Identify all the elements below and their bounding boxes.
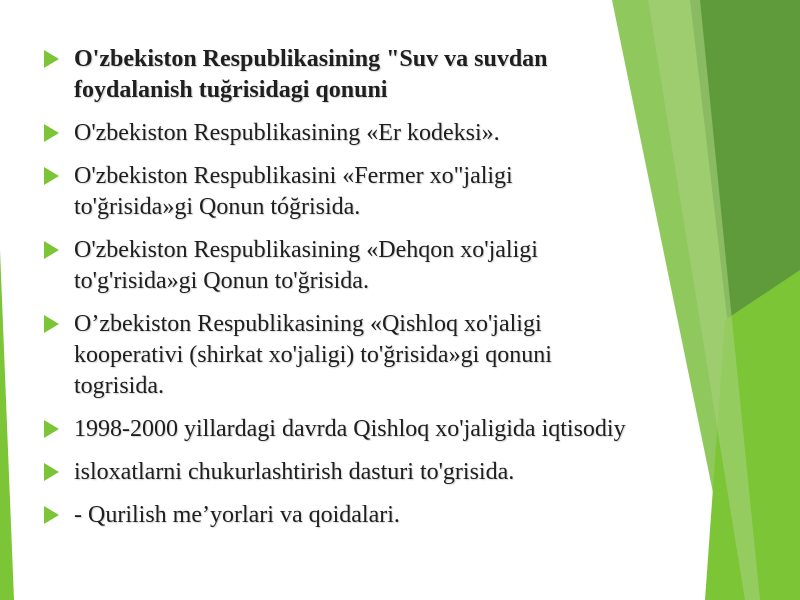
triangle-bullet-icon	[44, 420, 59, 438]
list-item-text: O'zbekiston Respublikasining «Dehqon xo'jaligi to'g'risida»gi Qonun to'ğrisida.	[74, 237, 538, 294]
list-item	[44, 118, 694, 149]
triangle-bullet-icon	[44, 50, 59, 68]
list-item-text: 1998-2000 yillardagi davrda Qishloq xo'jaligida iqtisodiy	[74, 416, 626, 442]
left-green-stripe	[0, 250, 14, 600]
list-item	[44, 500, 694, 531]
list-item-text: O’zbekiston Respublikasining «Qishloq xo'jaligi kooperativi (shirkat xo'jaligi) to'ğrisida»gi qonuni togrisida.	[74, 311, 552, 399]
bullet-list	[44, 44, 694, 543]
list-item-text: - Qurilish me’yorlari va qoidalari.	[74, 502, 400, 528]
list-item-text: O'zbekiston Respublikasining «Er kodeksi».	[74, 120, 500, 146]
triangle-bullet-icon	[44, 463, 59, 481]
list-item-text: isloxatlarni chukurlashtirish dasturi to'grisida.	[74, 459, 515, 485]
list-item	[44, 161, 694, 223]
list-item	[44, 235, 694, 297]
triangle-bullet-icon	[44, 241, 59, 259]
triangle-bullet-icon	[44, 506, 59, 524]
list-item	[44, 309, 694, 402]
triangle-bullet-icon	[44, 124, 59, 142]
triangle-bullet-icon	[44, 315, 59, 333]
list-item-text: O'zbekiston Respublikasining "Suv va suvdan foydalanish tuğrisidagi qonuni	[74, 46, 548, 103]
list-item	[44, 44, 694, 106]
list-item	[44, 414, 694, 445]
list-item	[44, 457, 694, 488]
list-item-text: O'zbekiston Respublikasini «Fermer xo"jaligi to'ğrisida»gi Qonun tóğrisida.	[74, 163, 513, 220]
triangle-bullet-icon	[44, 167, 59, 185]
